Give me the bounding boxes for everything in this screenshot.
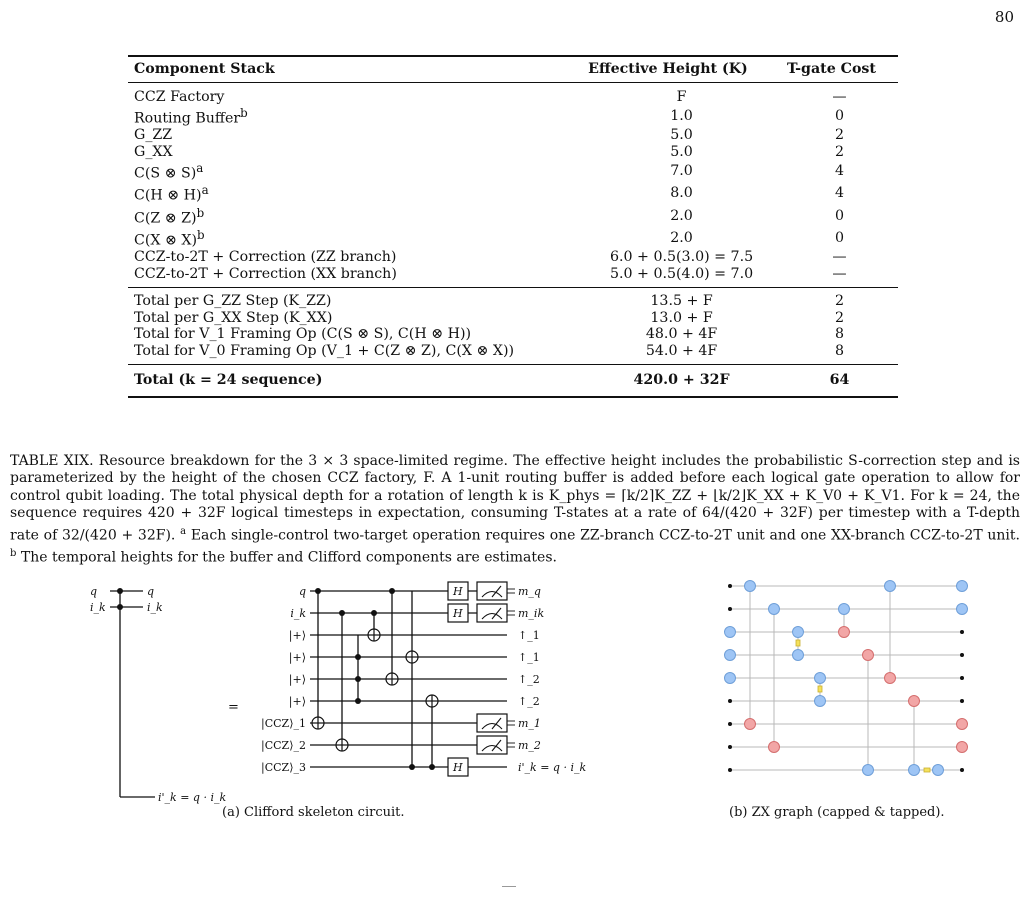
component-name: G_XX	[134, 143, 173, 160]
component-cost: —	[832, 249, 847, 266]
lhs-output-ik: i_k	[147, 601, 163, 614]
component-name: G_ZZ	[134, 127, 173, 144]
h-gate: H	[453, 607, 463, 620]
total-height: 48.0 + 4F	[645, 326, 718, 343]
component-height: 5.0	[670, 127, 693, 144]
table-row-total	[128, 343, 898, 365]
rhs-output-label: i'_k = q · i_k	[518, 761, 587, 774]
total-name: Total per G_ZZ Step (K_ZZ)	[128, 288, 582, 310]
caption-note-a: Each single-control two-target operation requires one ZZ-branch CCZ-to-2T unit and one XX-branch CCZ-to-2T unit.	[190, 527, 1020, 544]
component-name: C(S ⊗ S)$^a$	[134, 161, 204, 182]
total-cost: 2	[834, 309, 844, 326]
component-cost: 4	[834, 163, 844, 180]
header-effective-height: Effective Height (K)	[582, 56, 781, 82]
table-row	[128, 160, 898, 182]
total-height: 13.5 + F	[582, 288, 781, 310]
component-name: CCZ-to-2T + Correction (XX branch)	[134, 265, 397, 282]
table-row	[128, 144, 898, 161]
rhs-input-label: q	[298, 585, 306, 598]
component-name: CCZ-to-2T + Correction (ZZ branch)	[134, 249, 397, 266]
caption-note-b: The temporal heights for the buffer and Clifford components are estimates.	[20, 549, 557, 566]
equals-sign: =	[228, 700, 239, 715]
rhs-output-label: ↑_2	[518, 673, 540, 686]
rhs-output-label: m_ik	[518, 607, 545, 620]
total-height: 54.0 + 4F	[645, 342, 718, 359]
component-height: 2.0	[670, 229, 693, 246]
total-height: 13.0 + F	[650, 309, 713, 326]
grand-total-name: Total (k = 24 sequence)	[128, 365, 582, 397]
page-number: 80	[994, 8, 1014, 26]
component-cost: 4	[834, 185, 844, 202]
total-name: Total for V_1 Framing Op (C(S ⊗ S), C(H ⊗ H))	[134, 326, 472, 343]
component-height: 5.0 + 0.5(4.0) = 7.0	[609, 265, 754, 282]
rhs-output-label: m_q	[518, 585, 541, 598]
component-cost: 2	[834, 143, 844, 160]
table-row-total	[128, 288, 898, 310]
hadamard-box	[796, 640, 930, 772]
component-height: F	[582, 82, 781, 105]
table-row	[128, 182, 898, 204]
total-cost: 8	[834, 326, 844, 343]
rhs-output-label: ↑_1	[518, 651, 540, 664]
component-height: 5.0	[670, 143, 693, 160]
header-t-gate-cost: T-gate Cost	[781, 56, 898, 82]
component-cost: 0	[834, 107, 844, 124]
component-cost: 2	[834, 127, 844, 144]
zx-graph	[718, 575, 978, 795]
x-spider	[745, 627, 968, 753]
table-row	[128, 266, 898, 288]
rhs-input-label: |+⟩	[288, 695, 306, 708]
lhs-output-q: q	[147, 585, 155, 598]
component-name: C(H ⊗ H)$^a$	[134, 183, 209, 205]
table-row	[128, 249, 898, 266]
total-name: Total for V_0 Framing Op (V_1 + C(Z ⊗ Z), C(X ⊗ X))	[134, 342, 515, 359]
rhs-input-label: |CCZ⟩_2	[261, 739, 306, 752]
lhs-input-q: q	[90, 585, 98, 598]
h-gate: H	[453, 761, 463, 774]
grand-total-cost: 64	[781, 365, 898, 397]
lhs-output-result: i'_k = q · i_k	[158, 791, 227, 804]
component-name: Routing Buffer$^b$	[134, 106, 248, 127]
rhs-input-label: i_k	[290, 607, 306, 620]
clifford-skeleton-circuit	[70, 578, 630, 868]
component-cost: —	[781, 82, 898, 105]
table-row-grand-total	[128, 365, 898, 397]
rhs-input-label: |+⟩	[288, 673, 306, 686]
table-row-total	[128, 326, 898, 343]
table-row	[128, 127, 898, 144]
component-cost: —	[832, 265, 847, 282]
total-cost: 8	[834, 342, 844, 359]
table-caption: TABLE XIX. Resource breakdown for the 3 × 3 space-limited regime. The effective height includes the probabilistic S-correction step and is parameterized by the height of the chosen CCZ factory, F. A 1-unit routing buffer is added before each logical gate operation to allow for control qubit loading. The total physical depth for a rotation of length k is K_phys = ⌈k/2⌉K_ZZ + ⌊k/2⌋K_XX + K_V0 + K_V1. For k = 24, the sequence requires 420 + 32F logical timesteps in expectation, consuming T-states at a rate of 64/(420 + 32F) per timestep with a T-depth rate of 32/(420 + 32F). $^a$ Each single-control two-target operation requires one ZZ-branch CCZ-to-2T unit and one XX-branch CCZ-to-2T unit. $^b$ The temporal heights for the buffer and Clifford components are estimates.	[10, 453, 1020, 566]
figure-b-caption: (b) ZX graph (capped & tapped).	[729, 805, 945, 820]
rhs-input-label: |+⟩	[288, 651, 306, 664]
rhs-output-label: m_2	[518, 739, 541, 752]
rhs-output-label: ↑_2	[518, 695, 540, 708]
component-cost: 0	[834, 207, 844, 224]
component-name: CCZ Factory	[128, 82, 582, 105]
rhs-output-label: m_1	[518, 717, 541, 730]
resource-table	[128, 55, 898, 398]
table-row	[128, 105, 898, 127]
rhs-input-label: |CCZ⟩_3	[261, 761, 306, 774]
component-name: C(X ⊗ X)$^b$	[134, 227, 205, 249]
table-row	[128, 205, 898, 227]
total-cost: 2	[781, 288, 898, 310]
rhs-input-label: |+⟩	[288, 629, 306, 642]
caption-text: TABLE XIX. Resource breakdown for the 3 × 3 space-limited regime. The effective height includes the probabilistic S-correction step and is parameterized by the height of the chosen CCZ factory, F. A 1-unit routing buffer is added before each logical gate operation to allow for control qubit loading. The total physical depth for a rotation of length k is K_phys = ⌈k/2⌉K_ZZ + ⌊k/2⌋K_XX + K_V0 + K_V1. For k = 24, the sequence requires 420 + 32F logical timesteps in expectation, consuming T-states at a rate of 64/(420 + 32F) per timestep with a T-depth rate of 32/(420 + 32F).	[10, 453, 1020, 544]
rhs-input-label: |CCZ⟩_1	[261, 717, 306, 730]
component-height: 7.0	[670, 163, 693, 180]
component-height: 8.0	[670, 185, 693, 202]
component-height: 6.0 + 0.5(3.0) = 7.5	[609, 249, 754, 266]
header-component-stack: Component Stack	[128, 56, 582, 82]
h-gate: H	[453, 585, 463, 598]
total-name: Total per G_XX Step (K_XX)	[134, 309, 333, 326]
footer-marker	[502, 886, 516, 891]
table-row-total	[128, 310, 898, 327]
table-row	[128, 82, 898, 105]
lhs-input-ik: i_k	[90, 601, 106, 614]
component-height: 1.0	[670, 107, 693, 124]
rhs-output-label: ↑_1	[518, 629, 540, 642]
figure-a-caption: (a) Clifford skeleton circuit.	[222, 805, 405, 820]
grand-total-height: 420.0 + 32F	[582, 365, 781, 397]
component-cost: 0	[834, 229, 844, 246]
component-name: C(Z ⊗ Z)$^b$	[134, 205, 205, 227]
component-height: 2.0	[670, 207, 693, 224]
table-row	[128, 227, 898, 249]
